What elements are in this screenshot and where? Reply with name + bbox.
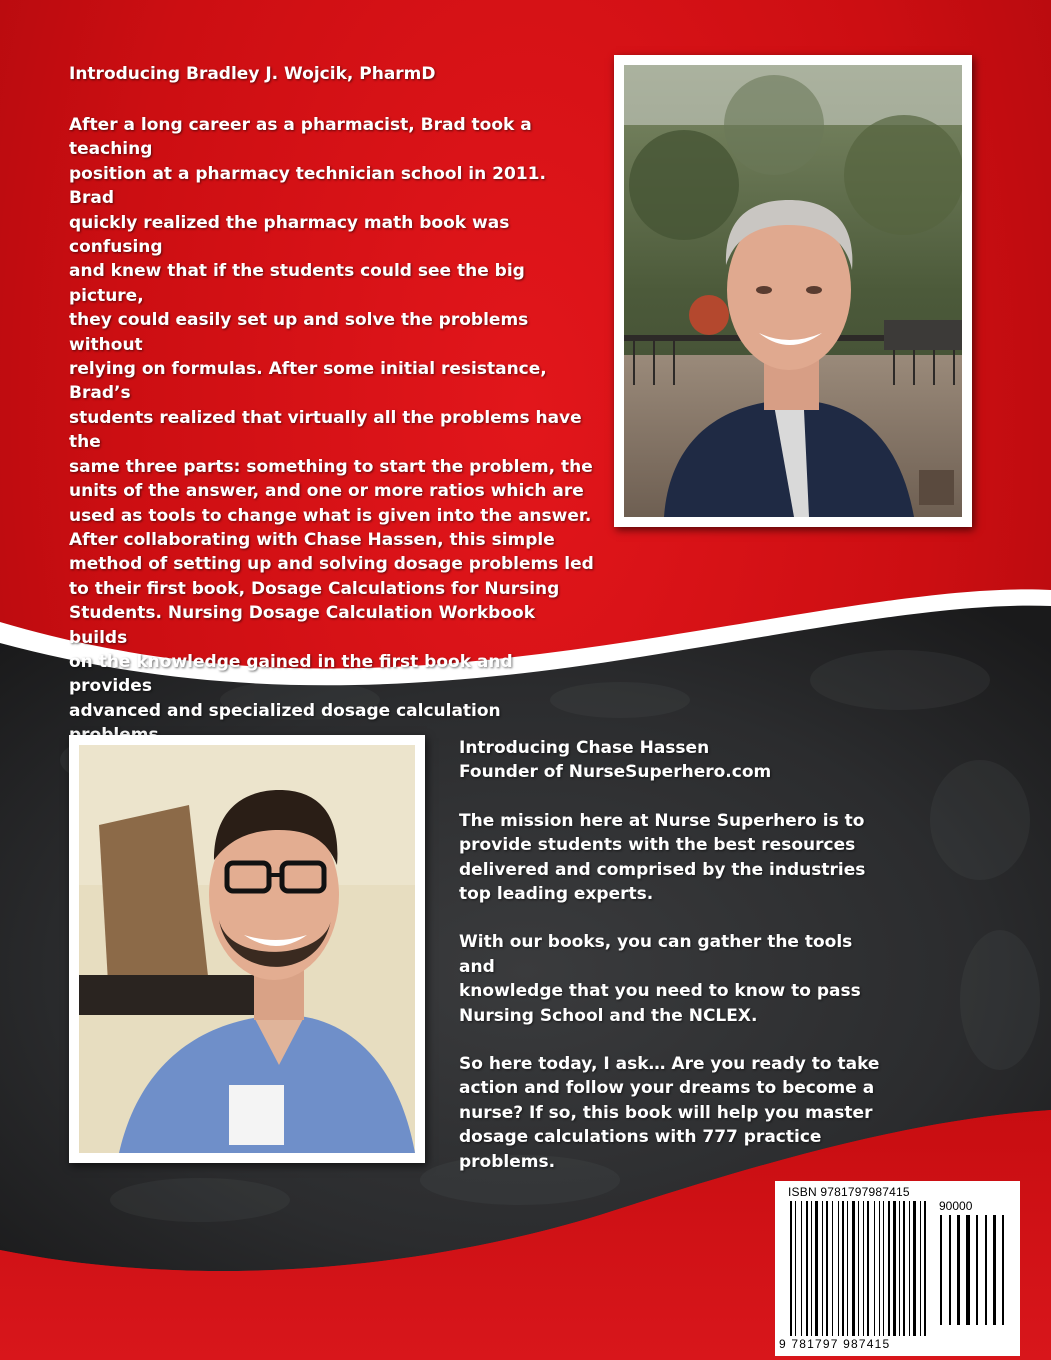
barcode-bar: [806, 1201, 808, 1336]
addon-barcode-bar: [1002, 1215, 1004, 1325]
barcode-bar: [909, 1201, 910, 1336]
barcode-bar: [903, 1201, 905, 1336]
author-two-paragraph-3: So here today, I ask… Are you ready to take action and follow your dreams to become a nurse? If so, this book will help you master dosage calculations with 777 practice problems.: [459, 1054, 880, 1172]
barcode-bar: [842, 1201, 844, 1336]
author-one-bio-text: After a long career as a pharmacist, Brad took a teaching position at a pharmacy technician school in 2011. Brad quickly realized the pharmacy math book was confusing and knew that if the students could see the big picture, they could easily set up and solve the problems without relying on formulas. After some initial resistance, Brad’s students realized that virtually all the problems have the same three parts: something to start the problem, the units of the answer, and one or more ratios which are used as tools to change what is given into the answer. After collaborating with Chase Hassen, this simple method of setting up and solving dosage problems led to their first book, Dosage Calculations for Nursing Students. Nursing Dosage Calculation Workbook builds on the knowledge gained in the first book and provides advanced and specialized dosage calculation: [69, 115, 594, 721]
isbn-barcode: [775, 1181, 1020, 1356]
barcode-bar: [867, 1201, 869, 1336]
barcode-bar: [801, 1201, 802, 1336]
author-two-photo: [69, 735, 425, 1163]
addon-barcode-bar: [985, 1215, 987, 1325]
barcode-bar: [883, 1201, 884, 1336]
author-one-portrait: [624, 65, 962, 517]
author-one-bio: [69, 113, 594, 772]
addon-barcode-bar: [966, 1215, 970, 1325]
barcode-bar: [852, 1201, 855, 1336]
author-one-heading: [69, 62, 589, 86]
author-two-paragraph-2: With our books, you can gather the tools and knowledge that you need to know to pass Nursing School and the NCLEX.: [459, 932, 861, 1026]
barcode-bar: [832, 1201, 833, 1336]
isbn-label: ISBN 9781797987415: [788, 1185, 910, 1199]
barcode-bar: [920, 1201, 921, 1336]
barcode-bar: [874, 1201, 875, 1336]
barcode-bar: [888, 1201, 890, 1336]
author-two-paragraph-1: The mission here at Nurse Superhero is to provide students with the best resources delivered and comprised by the industries top leading experts.: [459, 810, 866, 905]
barcode-bar: [893, 1201, 896, 1336]
barcode-bars: [775, 1181, 1020, 1356]
barcode-bar: [879, 1201, 880, 1336]
author-two-text: [459, 736, 889, 1174]
barcode-bar: [924, 1201, 926, 1336]
barcode-bar: [899, 1201, 900, 1336]
barcode-bar: [790, 1201, 792, 1336]
barcode-bar: [838, 1201, 839, 1336]
barcode-bar: [847, 1201, 848, 1336]
price-code: 90000: [939, 1199, 973, 1213]
addon-barcode-bar: [976, 1215, 978, 1325]
barcode-bar: [795, 1201, 796, 1336]
barcode-bar: [858, 1201, 859, 1336]
author-two-subheading: Founder of NurseSuperhero.com: [459, 762, 772, 783]
barcode-bar: [826, 1201, 828, 1336]
barcode-bar: [863, 1201, 864, 1336]
barcode-bar: [811, 1201, 812, 1336]
barcode-digits: 9 781797 987415: [779, 1337, 891, 1351]
barcode-bar: [822, 1201, 823, 1336]
author-two-portrait: [79, 745, 415, 1153]
addon-barcode-bar: [993, 1215, 996, 1325]
addon-barcode-bar: [957, 1215, 960, 1325]
barcode-bar: [815, 1201, 818, 1336]
addon-barcode-bar: [949, 1215, 951, 1325]
addon-barcode-bar: [940, 1215, 942, 1325]
author-one-photo: [614, 55, 972, 527]
author-one-heading-text: Introducing Bradley J. Wojcik, PharmD: [69, 64, 436, 84]
barcode-bar: [913, 1201, 916, 1336]
author-two-heading: Introducing Chase Hassen: [459, 738, 710, 758]
